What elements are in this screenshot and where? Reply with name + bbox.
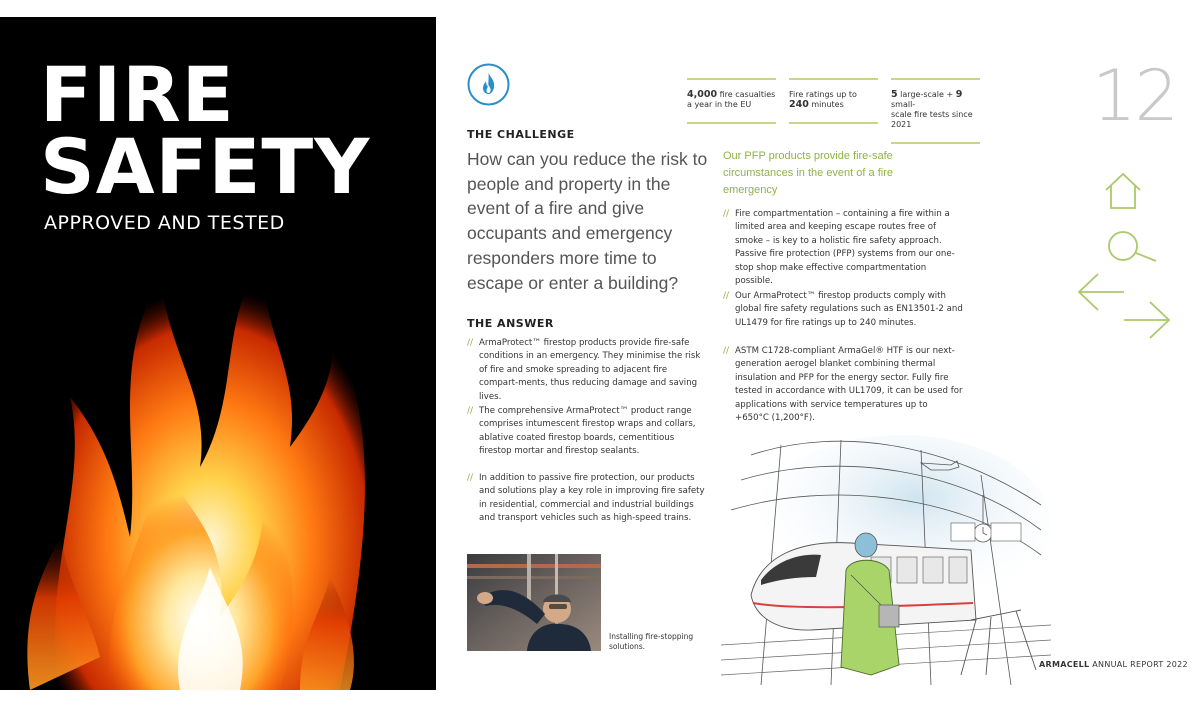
slash-marker: // — [467, 406, 474, 416]
home-icon[interactable] — [1103, 171, 1143, 211]
pfp-paragraph-2-text: Our ArmaProtect™ firestop products comply with global fire safety regulations such as EN13501-2 and UL1479 for fire ratings up to 240 minutes. — [735, 291, 963, 328]
answer-heading: THE ANSWER — [467, 317, 554, 330]
stat-tests-text2: small- — [891, 100, 916, 109]
challenge-question: How can you reduce the risk to people and property in the event of a fire and give occupants and emergency responders more time to escape or enter a building? — [467, 149, 708, 293]
footer-brand: ARMACELL — [1039, 660, 1090, 669]
slash-marker: // — [467, 338, 474, 348]
flame-icon — [467, 63, 510, 106]
slash-marker: // — [723, 209, 730, 219]
answer-paragraph-2-text: The comprehensive ArmaProtect™ product range comprises intumescent firestop wraps and collars, ablative coated firestop boards, cementitious firestop mortar and firestop sealants. — [479, 406, 696, 457]
pfp-paragraph-3-text: ASTM C1728-compliant ArmaGel® HTF is our next-generation aerogel blanket combining thermal insulation and PFP for the energy sector. Fully fire tested in accordance with UL1709, it can be used for applications with service temperatures up to +650°C (1,200°F). — [735, 346, 963, 424]
answer-paragraph-1-text: ArmaProtect™ firestop products provide fire-safe conditions in an emergency. They minimise the risk of fire and smoke spreading to adjacent fire compart-ments, thus reducing damage and saving lives. — [479, 338, 701, 402]
cover-title-line2: SAFETY — [40, 122, 371, 211]
slash-marker: // — [723, 346, 730, 356]
slash-marker: // — [723, 291, 730, 301]
train-station-illustration — [721, 435, 1051, 690]
pfp-lead-text: Our PFP products provide fire-safe circumstances in the event of a fire emergency — [723, 150, 893, 196]
stat-fire-tests — [891, 78, 980, 144]
stat-tests-text3: scale fire tests since 2021 — [891, 110, 973, 129]
report-footer — [1039, 660, 1188, 669]
pfp-paragraph-2 — [723, 290, 963, 330]
stat-casualties-number: 4,000 — [687, 89, 718, 100]
stat-ratings-number: 240 — [789, 99, 809, 110]
answer-paragraph-2 — [467, 405, 707, 459]
stat-casualties-text2: a year in the EU — [687, 100, 752, 109]
pfp-paragraph-1-text: Fire compartmentation – containing a fire within a limited area and keeping escape routes free of smoke – is key to a holistic fire safety approach. Passive fire protection (PFP) systems from our one-stop shop make effective compartmentation possible. — [735, 209, 955, 287]
arrow-left-icon[interactable] — [1076, 272, 1126, 312]
search-icon[interactable] — [1106, 227, 1158, 267]
stat-fire-casualties — [687, 78, 776, 124]
installer-photo — [467, 554, 601, 651]
stat-tests-number2: 9 — [955, 89, 963, 100]
slash-marker: // — [467, 473, 474, 483]
challenge-heading: THE CHALLENGE — [467, 128, 575, 141]
pfp-paragraph-1 — [723, 208, 963, 288]
report-page — [436, 17, 1200, 690]
cover-subtitle: APPROVED AND TESTED — [44, 212, 285, 234]
stat-ratings-text2: minutes — [808, 100, 844, 109]
page-number: 12 — [1092, 55, 1178, 137]
cover-panel — [0, 17, 436, 690]
stat-ratings-text1: Fire ratings up to — [789, 90, 857, 99]
stat-fire-ratings — [789, 78, 878, 124]
stat-tests-number1: 5 — [891, 89, 898, 100]
photo-caption-line1: Installing fire-stopping — [609, 632, 694, 641]
pfp-paragraph-3 — [723, 345, 963, 425]
answer-paragraph-1 — [467, 337, 707, 404]
footer-text: ANNUAL REPORT 2022 — [1092, 660, 1188, 669]
answer-paragraph-3-text: In addition to passive fire protection, our products and solutions play a key role in improving fire safety in residential, commercial and industrial buildings and transport vehicles such as high-speed trains. — [479, 473, 705, 524]
photo-caption-line2: solutions. — [609, 642, 645, 651]
arrow-right-icon[interactable] — [1122, 300, 1172, 340]
photo-caption — [609, 632, 693, 652]
stat-casualties-text1: fire casualties — [717, 90, 776, 99]
answer-paragraph-3 — [467, 472, 707, 526]
cover-title — [40, 50, 371, 211]
stat-tests-text1: large-scale + — [897, 90, 956, 99]
cover-title-line1: FIRE — [40, 50, 235, 139]
